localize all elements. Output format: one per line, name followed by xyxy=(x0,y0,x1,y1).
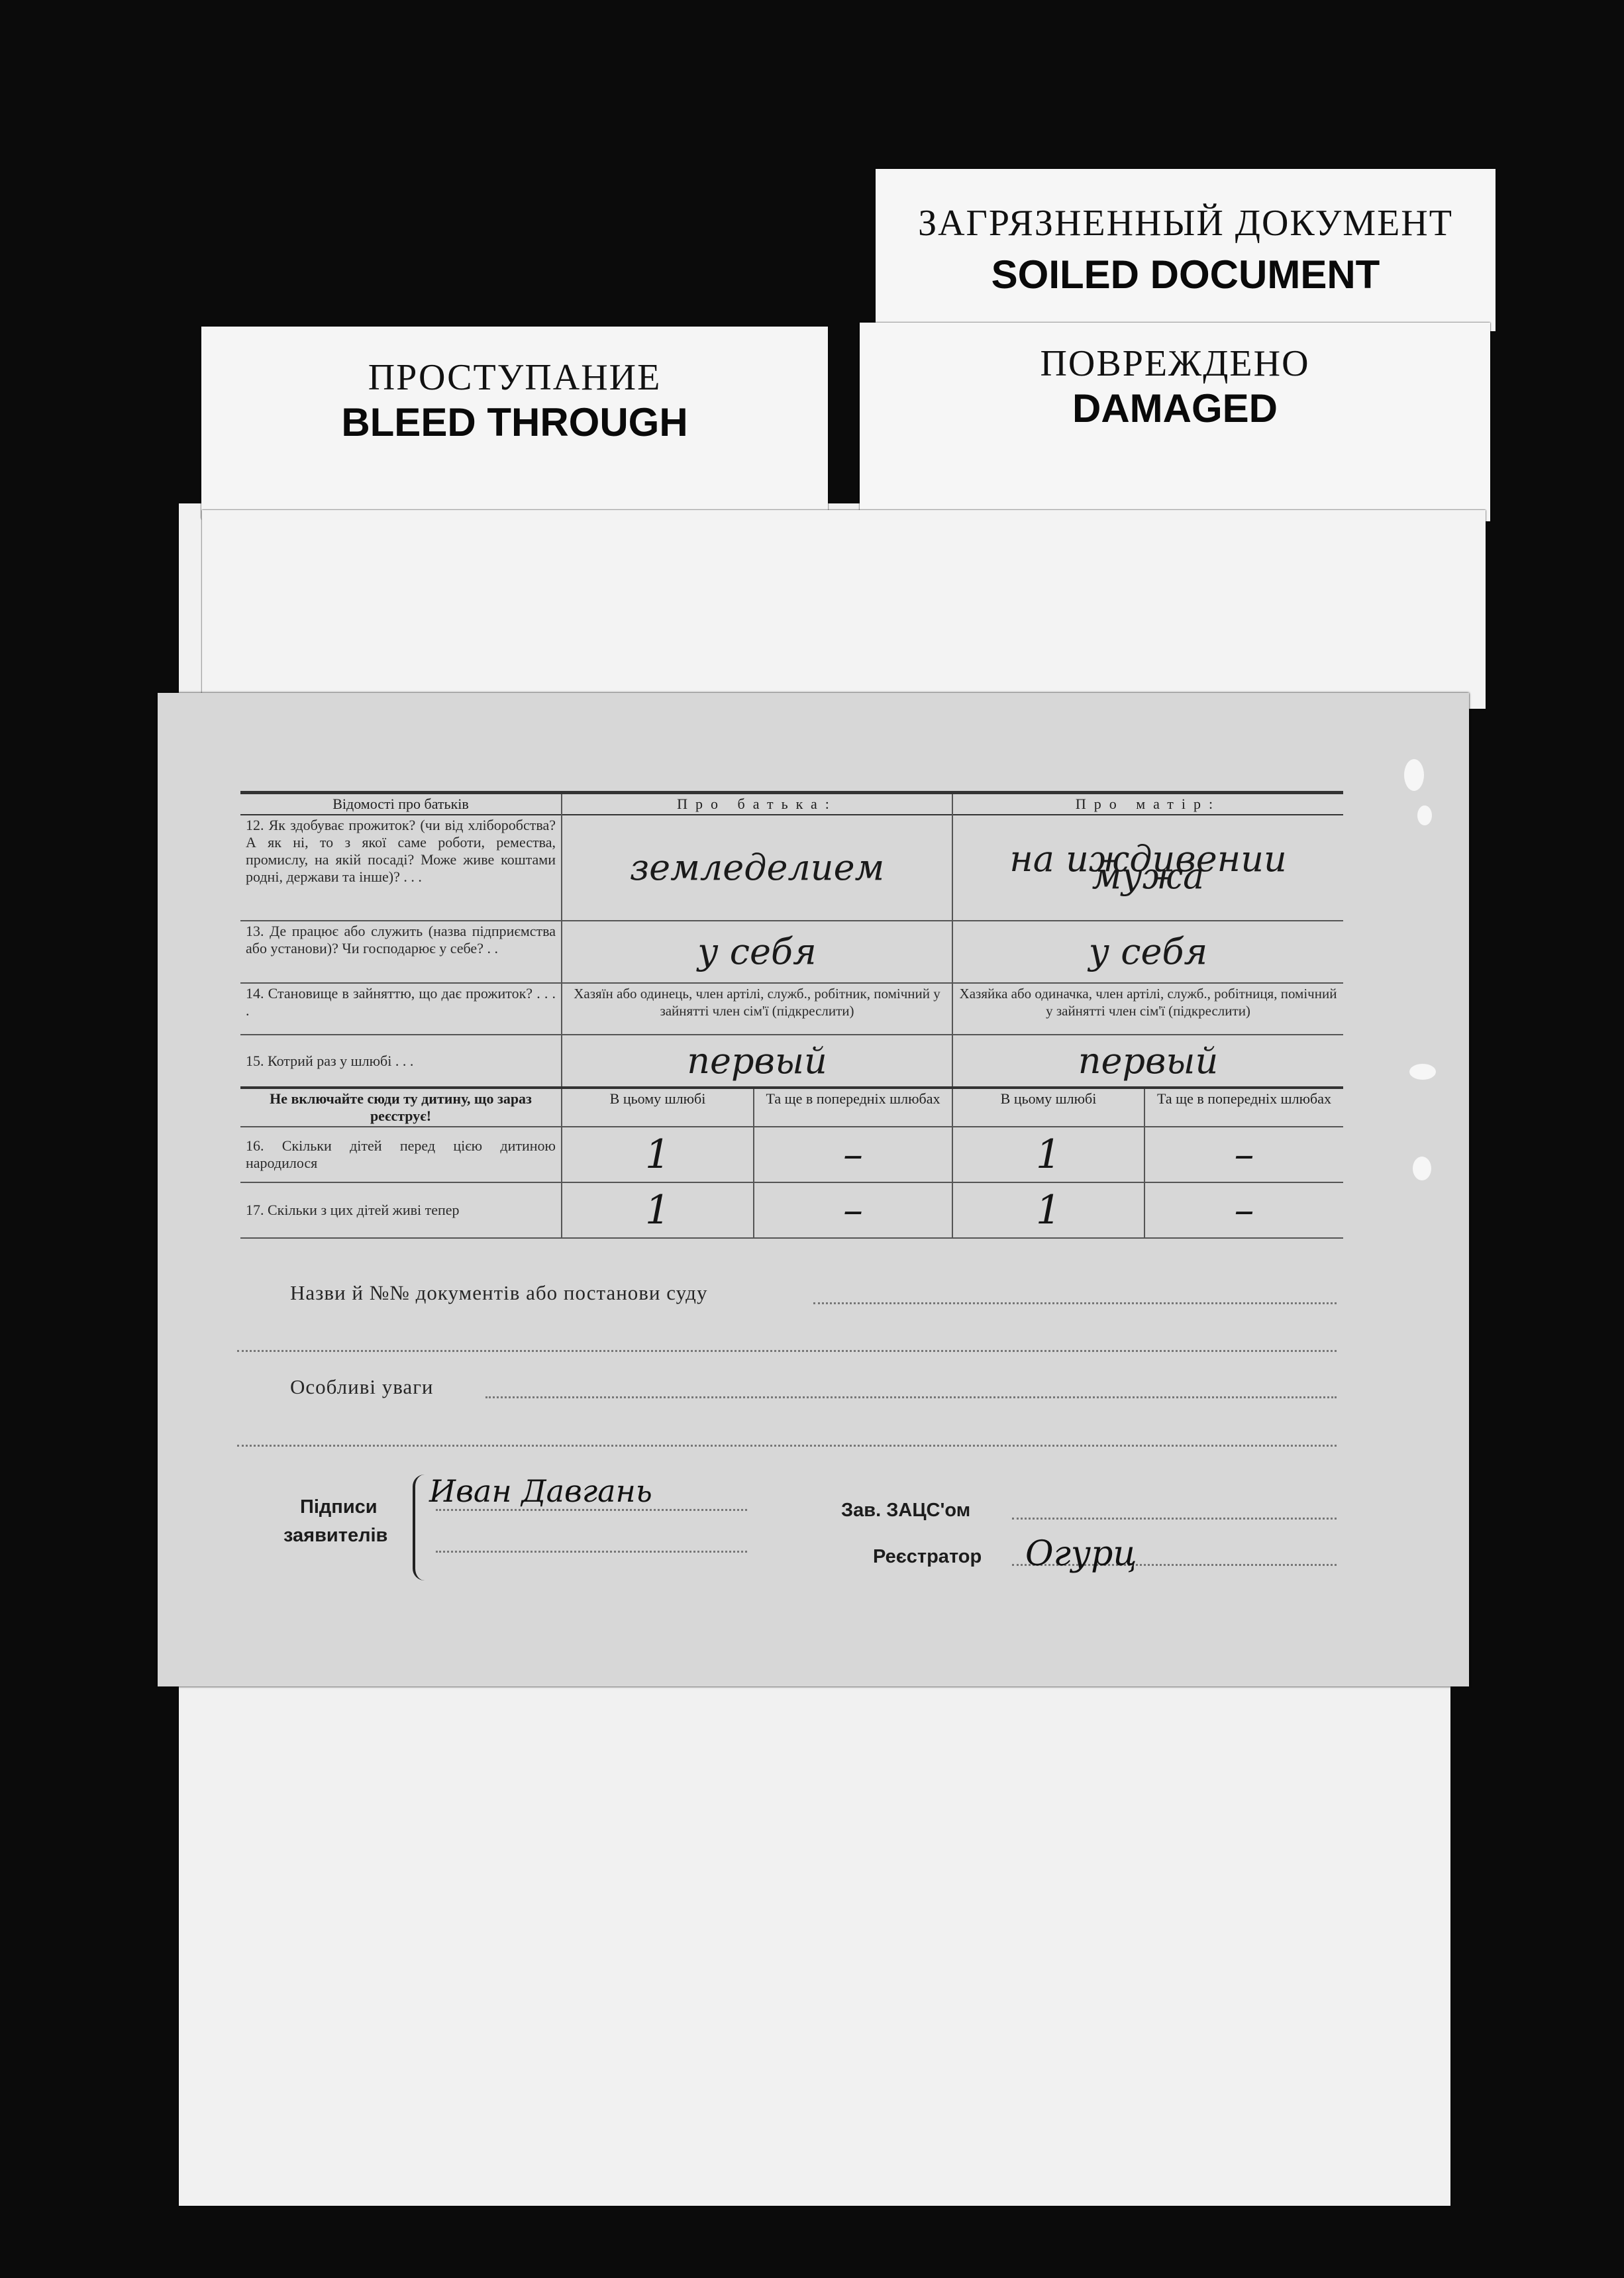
header-mother: Про матір: xyxy=(952,793,1343,815)
damage-speck xyxy=(1409,1064,1436,1080)
mother-previous-header: Та ще в попередніх шлюбах xyxy=(1144,1088,1343,1127)
q16-mother-this: 1 xyxy=(952,1127,1144,1182)
q16-mother-prev: – xyxy=(1144,1127,1343,1182)
q16-father-prev: – xyxy=(754,1127,952,1182)
header-parents-info: Відомості про батьків xyxy=(332,796,469,812)
table-row xyxy=(240,1127,1343,1182)
notes-line-2 xyxy=(237,1445,1337,1447)
applicant-signature-line xyxy=(436,1509,747,1511)
damaged-tag-en: DAMAGED xyxy=(1072,386,1278,431)
table-header-row xyxy=(240,793,1343,815)
damage-speck xyxy=(1404,759,1424,791)
q17-mother-prev: – xyxy=(1144,1182,1343,1238)
q17-father-this: 1 xyxy=(562,1182,754,1238)
children-note: Не включайте сюди ту дитину, що зараз реєструє! xyxy=(270,1090,532,1124)
question-17: 17. Скільки з цих дітей живі тепер xyxy=(246,1202,460,1218)
damaged-tag-ru: ПОВРЕЖДЕНО xyxy=(1040,343,1310,384)
damaged-tag xyxy=(860,323,1490,521)
father-this-marriage-header: В цьому шлюбі xyxy=(562,1088,754,1127)
q16-father-this: 1 xyxy=(562,1127,754,1182)
documents-label: Назви й №№ документів або постанови суду xyxy=(290,1281,708,1304)
table-row xyxy=(240,1035,1343,1088)
q17-father-prev: – xyxy=(754,1182,952,1238)
signature-brace xyxy=(413,1475,425,1580)
mother-livelihood: на иждивении мужа xyxy=(952,815,1343,921)
notes-label: Особливі уваги xyxy=(290,1375,434,1398)
soiled-tag-ru: ЗАГРЯЗНЕННЫЙ ДОКУМЕНТ xyxy=(918,203,1453,244)
bleed-tag-en: BLEED THROUGH xyxy=(341,400,688,444)
table-row xyxy=(240,983,1343,1035)
question-12: 12. Як здобуває прожиток? (чи від хліборобства? А як ні, то з якої саме роботи, ремества, промислу, на якій посаді? Може живе коштами родні, держави та інше)? . . . xyxy=(246,817,556,885)
father-previous-header: Та ще в попередніх шлюбах xyxy=(754,1088,952,1127)
blank-separator-sheet xyxy=(202,510,1486,709)
soiled-tag-en: SOILED DOCUMENT xyxy=(991,252,1380,297)
header-father: Про батька: xyxy=(562,793,952,815)
soiled-document-tag xyxy=(876,169,1496,331)
damage-speck xyxy=(1413,1157,1431,1180)
applicants-label-2: заявителів xyxy=(283,1525,388,1546)
question-13: 13. Де працює або служить (назва підприємства або установи)? Чи господарює у себе? . . xyxy=(246,923,556,957)
question-15: 15. Котрий раз у шлюбі . . . xyxy=(246,1052,414,1069)
head-signature-line xyxy=(1012,1518,1337,1520)
registrar-label: Реєстратор xyxy=(873,1546,982,1567)
question-16: 16. Скільки дітей перед цією дитиною народилося xyxy=(246,1137,556,1171)
registration-card xyxy=(158,693,1469,1686)
parents-table xyxy=(240,791,1343,1239)
registrar-signature: Огурц xyxy=(1025,1534,1137,1574)
applicant-signature: Иван Давгань xyxy=(429,1473,652,1509)
parents-info-form xyxy=(240,791,1343,1239)
mother-this-marriage-header: В цьому шлюбі xyxy=(952,1088,1144,1127)
father-workplace: у себя xyxy=(562,921,952,983)
children-header-row xyxy=(240,1088,1343,1127)
father-marriage-count: первый xyxy=(562,1035,952,1088)
documents-line-2 xyxy=(237,1350,1337,1352)
applicant-signature-line-2 xyxy=(436,1551,747,1553)
mother-employment-options: Хазяйка або одиначка, член артілі, служб., робітниця, помічний у зайнятті член сім'ї (підкреслити) xyxy=(952,983,1343,1035)
q17-mother-this: 1 xyxy=(952,1182,1144,1238)
documents-line xyxy=(813,1302,1337,1304)
mother-workplace: у себя xyxy=(952,921,1343,983)
bleed-through-tag xyxy=(201,327,828,519)
table-row xyxy=(240,921,1343,983)
head-label: Зав. ЗАЦС'ом xyxy=(841,1500,971,1521)
table-row xyxy=(240,1182,1343,1238)
question-14: 14. Становище в зайняттю, що дає прожиток? . . . . xyxy=(246,985,556,1019)
notes-line xyxy=(485,1396,1337,1398)
father-livelihood: земледелием xyxy=(562,815,952,921)
father-employment-options: Хазяїн або одинець, член артілі, служб., робітник, помічний у зайнятті член сім'ї (підкреслити) xyxy=(562,983,952,1035)
table-row xyxy=(240,815,1343,921)
bleed-tag-ru: ПРОСТУПАНИЕ xyxy=(368,357,662,398)
damage-speck xyxy=(1417,805,1432,825)
mother-marriage-count: первый xyxy=(952,1035,1343,1088)
applicants-label-1: Підписи xyxy=(300,1496,378,1518)
